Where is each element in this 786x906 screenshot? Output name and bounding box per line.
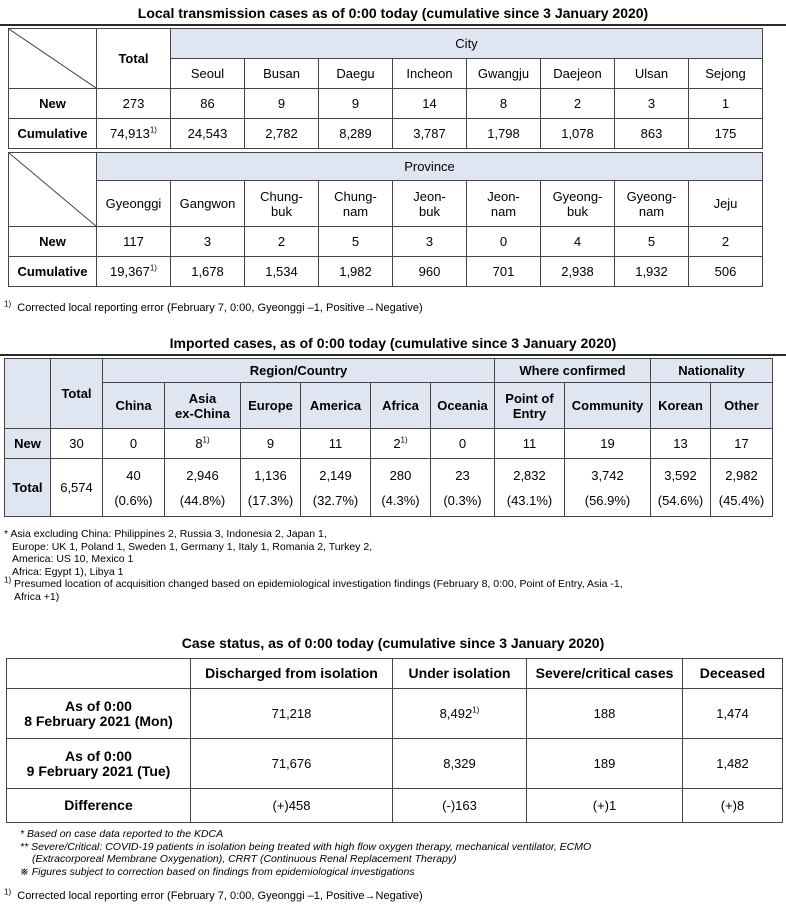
imported-total-cell: 2,946 (44.8%) [165, 459, 241, 517]
imported-col-header: China [103, 383, 165, 429]
city-cum-cell: 2,782 [245, 119, 319, 149]
province-header: Chung- buk [245, 181, 319, 227]
status-notes: * Based on case data reported to the KDCA ** Severe/Critical: COVID-19 patients in isolation being treated with high flow oxygen therapy, mechanical ventilator, ECMO (Extracorporeal Membrane Oxygenation), CRRT (Continuous Renal Replacement Therapy) ※ Figures subject to correction based on findings from epidemiological investigations [20, 828, 592, 878]
city-header: Incheon [393, 59, 467, 89]
region-group-header: Region/Country [103, 359, 495, 383]
imported-new-cell: 11 [301, 429, 371, 459]
status-title: Case status, as of 0:00 today (cumulative since 3 January 2020) [181, 635, 605, 651]
prov-new-cell: 0 [467, 227, 541, 257]
imported-corner-cell [5, 359, 51, 429]
city-header: Gwangju [467, 59, 541, 89]
city-header: Seoul [171, 59, 245, 89]
imported-col-header: Point of Entry [495, 383, 565, 429]
imported-col-header: Community [565, 383, 651, 429]
imported-col-header: America [301, 383, 371, 429]
status-header: Discharged from isolation [191, 659, 393, 689]
imported-col-header: Korean [651, 383, 711, 429]
city-header: Daejeon [541, 59, 615, 89]
status-cell: 1,474 [683, 689, 783, 739]
nationality-group-header: Nationality [651, 359, 773, 383]
province-header: Chung- nam [319, 181, 393, 227]
province-header: Jeju [689, 181, 763, 227]
imported-total-cell: 2,982 (45.4%) [711, 459, 773, 517]
city-header: Sejong [689, 59, 763, 89]
status-header: Under isolation [393, 659, 527, 689]
row-label-cumulative: Cumulative [9, 257, 97, 287]
status-table [6, 658, 783, 823]
province-header: Gyeonggi [97, 181, 171, 227]
imported-total-cell: 23 (0.3%) [431, 459, 495, 517]
footnote-mark: 1) [149, 263, 157, 273]
prov-new-cell: 5 [615, 227, 689, 257]
city-new-cell: 8 [467, 89, 541, 119]
prov-cum-cell: 1,932 [615, 257, 689, 287]
status-row-label: Difference [7, 789, 191, 823]
city-cum-cell: 3,787 [393, 119, 467, 149]
imported-new-cell: 11 [495, 429, 565, 459]
status-diff-cell: (+)1 [527, 789, 683, 823]
status-row-label: As of 0:00 9 February 2021 (Tue) [7, 739, 191, 789]
province-header: Jeon- nam [467, 181, 541, 227]
imported-title-rule [0, 354, 786, 356]
province-corner-cell [9, 153, 97, 227]
province-header: Jeon- buk [393, 181, 467, 227]
imported-new-cell: 17 [711, 429, 773, 459]
imported-col-header: Europe [241, 383, 301, 429]
city-cum-cell: 1,798 [467, 119, 541, 149]
imported-total-cell: 3,742 (56.9%) [565, 459, 651, 517]
prov-new-cell: 117 [97, 227, 171, 257]
prov-cum-cell: 1,534 [245, 257, 319, 287]
status-diff-cell: (-)163 [393, 789, 527, 823]
imported-total-total: 6,574 [51, 459, 103, 517]
city-new-cell: 1 [689, 89, 763, 119]
imported-table [4, 358, 773, 517]
prov-new-cell: 2 [689, 227, 763, 257]
row-label-new: New [9, 227, 97, 257]
row-label-cumulative: Cumulative [9, 119, 97, 149]
row-label-total: Total [5, 459, 51, 517]
status-cell: 189 [527, 739, 683, 789]
status-header: Deceased [683, 659, 783, 689]
prov-cum-cell: 2,938 [541, 257, 615, 287]
prov-cum-cell: 1,982 [319, 257, 393, 287]
status-cell: 71,218 [191, 689, 393, 739]
status-cell: 8,329 [393, 739, 527, 789]
status-diff-cell: (+)8 [683, 789, 783, 823]
status-footnote: $^{1)}$ Corrected local reporting error (February 7, 0:00, Gyeonggi –1, Positive→Negative) [4, 887, 423, 902]
imported-col-header: Other [711, 383, 773, 429]
status-corner-cell [7, 659, 191, 689]
imported-total-cell: 2,832 (43.1%) [495, 459, 565, 517]
status-diff-cell: (+)458 [191, 789, 393, 823]
province-header: Gyeong- nam [615, 181, 689, 227]
city-cum-total: 74,913 [110, 126, 150, 141]
city-new-cell: 86 [171, 89, 245, 119]
row-label-new: New [9, 89, 97, 119]
local-title-rule [0, 24, 786, 26]
province-group-header: Province [97, 153, 763, 181]
city-new-cell: 9 [245, 89, 319, 119]
status-row-label: As of 0:00 8 February 2021 (Mon) [7, 689, 191, 739]
local-province-table [8, 152, 763, 287]
city-cum-cell [97, 119, 171, 149]
imported-total-cell: 40 (0.6%) [103, 459, 165, 517]
imported-total-cell: 2,149 (32.7%) [301, 459, 371, 517]
prov-cum-cell: 506 [689, 257, 763, 287]
local-footnote: $^{1)}$ Corrected local reporting error (February 7, 0:00, Gyeonggi –1, Positive→Negative) [4, 299, 423, 314]
imported-total-cell: 3,592 (54.6%) [651, 459, 711, 517]
city-corner-cell [9, 29, 97, 89]
prov-cum-cell: 960 [393, 257, 467, 287]
city-new-cell: 9 [319, 89, 393, 119]
status-cell: 71,676 [191, 739, 393, 789]
status-cell: 1,482 [683, 739, 783, 789]
prov-new-cell: 3 [171, 227, 245, 257]
city-cum-cell: 863 [615, 119, 689, 149]
imported-col-header: Oceania [431, 383, 495, 429]
prov-new-cell: 2 [245, 227, 319, 257]
imported-new-cell: 19 [565, 429, 651, 459]
status-cell: 8,492$^{1)}$ [393, 689, 527, 739]
local-city-table [8, 28, 763, 149]
imported-new-cell: 9 [241, 429, 301, 459]
city-new-cell: 3 [615, 89, 689, 119]
imported-notes: * Asia excluding China: Philippines 2, Russia 3, Indonesia 2, Japan 1, Europe: UK 1, Poland 1, Sweden 1, Germany 1, Italy 1, Romania 2, Turkey 2, America: US 10, Mexico 1 Africa: Egypt 1), Libya 1 $^{1)}$ Presumed location of acquisition changed based on epidemiological investigation findings (February 8, 0:00, Point of Entry, Asia -1, Africa +1) [4, 528, 623, 603]
city-header: Ulsan [615, 59, 689, 89]
row-label-new: New [5, 429, 51, 459]
imported-new-cell: 2$^{1)}$ [371, 429, 431, 459]
province-header: Gangwon [171, 181, 245, 227]
imported-new-cell: 0 [431, 429, 495, 459]
imported-new-cell: 8$^{1)}$ [165, 429, 241, 459]
imported-col-header: Africa [371, 383, 431, 429]
imported-total-cell: 280 (4.3%) [371, 459, 431, 517]
prov-new-cell: 4 [541, 227, 615, 257]
imported-title: Imported cases, as of 0:00 today (cumulative since 3 January 2020) [169, 335, 617, 351]
imported-new-total: 30 [51, 429, 103, 459]
footnote-mark: 1) [149, 125, 157, 135]
where-group-header: Where confirmed [495, 359, 651, 383]
prov-cum-cell: 701 [467, 257, 541, 287]
imported-total-cell: 1,136 (17.3%) [241, 459, 301, 517]
city-total-header: Total [97, 29, 171, 89]
imported-total-header: Total [51, 359, 103, 429]
status-cell: 188 [527, 689, 683, 739]
province-header: Gyeong- buk [541, 181, 615, 227]
city-new-cell: 2 [541, 89, 615, 119]
imported-new-cell: 0 [103, 429, 165, 459]
city-cum-cell: 1,078 [541, 119, 615, 149]
city-header: Busan [245, 59, 319, 89]
imported-col-header: Asia ex-China [165, 383, 241, 429]
city-group-header: City [171, 29, 763, 59]
city-new-cell: 273 [97, 89, 171, 119]
imported-new-cell: 13 [651, 429, 711, 459]
city-cum-cell: 24,543 [171, 119, 245, 149]
prov-new-cell: 5 [319, 227, 393, 257]
local-title: Local transmission cases as of 0:00 today (cumulative since 3 January 2020) [137, 5, 649, 21]
status-header: Severe/critical cases [527, 659, 683, 689]
city-cum-cell: 175 [689, 119, 763, 149]
city-cum-cell: 8,289 [319, 119, 393, 149]
prov-cum-cell: 1,678 [171, 257, 245, 287]
city-new-cell: 14 [393, 89, 467, 119]
city-header: Daegu [319, 59, 393, 89]
prov-cum-cell: 19,367$^{1)}$ [97, 257, 171, 287]
prov-new-cell: 3 [393, 227, 467, 257]
